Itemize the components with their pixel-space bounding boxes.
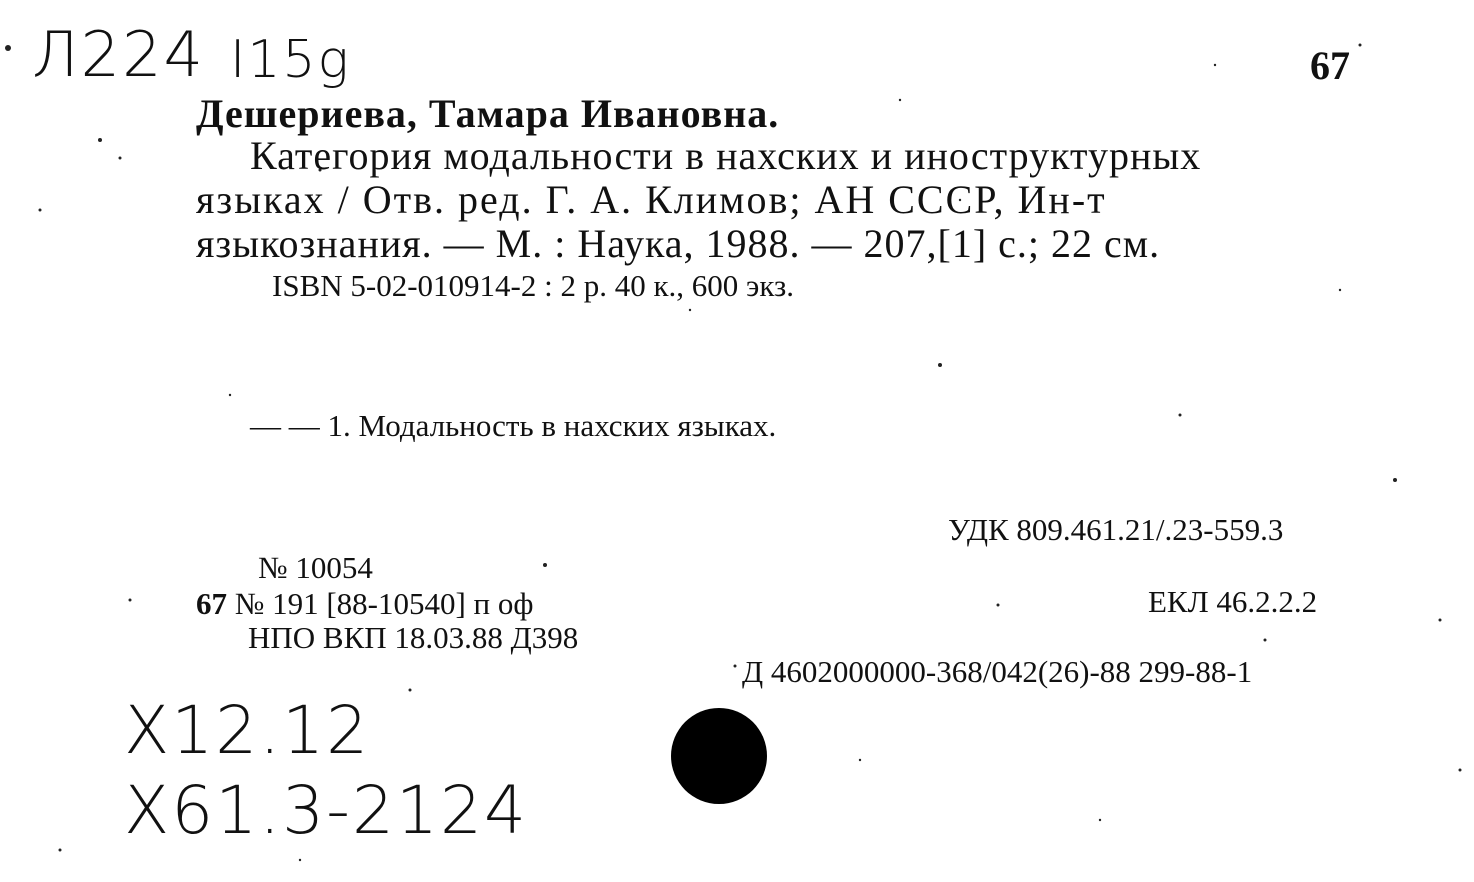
handwritten-class-1: X12.12 [124, 692, 371, 769]
handwritten-shelf-mark: Л224 [32, 18, 205, 91]
isbn-line: ISBN 5-02-010914-2 : 2 р. 40 к., 600 экз. [272, 268, 794, 303]
npo-line: НПО ВКП 18.03.88 Д398 [248, 620, 579, 655]
d-code: Д 4602000000-368/042(26)-88 299-88-1 [742, 654, 1253, 689]
title-line-1: Категория модальности в нахских и иноструктурных [250, 133, 1202, 178]
print-line-number: 67 [196, 586, 227, 621]
author-heading: Дешериева, Тамара Ивановна. [196, 91, 780, 136]
title-line-2: языках / Отв. ред. Г. А. Климов; АН СССР, Ин-т [196, 177, 1107, 222]
subject-line: — — 1. Модальность в нахских языках. [250, 408, 777, 443]
print-line [196, 586, 533, 622]
udk-code: УДК 809.461.21/.23-559.3 [948, 512, 1284, 547]
ekl-code: ЕКЛ 46.2.2.2 [1148, 584, 1318, 619]
page-number: 67 [1310, 43, 1350, 88]
handwritten-class-2: X61.3-2124 [124, 772, 528, 849]
title-line-3: языкознания. — М. : Наука, 1988. — 207,[1] с.; 22 см. [196, 221, 1161, 266]
punch-hole [671, 708, 767, 804]
handwritten-code: I15g [230, 30, 351, 90]
print-line-rest: № 191 [88-10540] п оф [234, 586, 534, 621]
card-number: № 10054 [258, 550, 373, 585]
